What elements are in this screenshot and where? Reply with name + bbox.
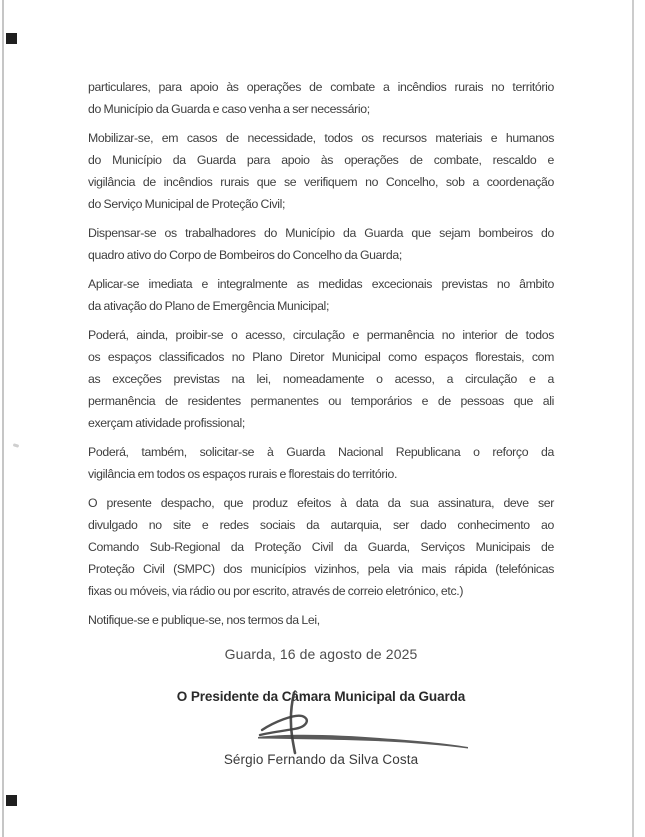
paragraph-line: Mobilizar-se, em casos de necessidade, todos os recursos materiais e humanos	[88, 131, 554, 145]
scan-fold-mark-bottom-icon	[6, 795, 17, 806]
paragraph-line: do Município da Guarda e caso venha a ser necessário;	[88, 102, 370, 116]
paragraph-line: as exceções previstas na lei, nomeadamente o acesso, a circulação e a	[88, 372, 554, 386]
paragraph	[88, 76, 554, 120]
signature-title: O Presidente da Câmara Municipal da Guarda	[176, 689, 466, 704]
signature-icon	[250, 692, 475, 756]
paragraph-line: Dispensar-se os trabalhadores do Município da Guarda que sejam bombeiros do	[88, 226, 554, 240]
signatory-name: Sérgio Fernando da Silva Costa	[223, 752, 419, 767]
paragraph-line: do Serviço Municipal de Proteção Civil;	[88, 197, 286, 211]
paragraph	[88, 222, 554, 266]
paragraph	[88, 127, 554, 215]
paragraph-line: os espaços classificados no Plano Diretor Municipal como espaços florestais, com	[88, 350, 554, 364]
paragraph-line: divulgado no site e redes sociais da autarquia, ser dado conhecimento ao	[88, 518, 554, 532]
paragraph-line: particulares, para apoio às operações de combate a incêndios rurais no território	[88, 80, 554, 94]
scan-edge-line-right	[632, 0, 634, 837]
paragraph	[88, 441, 554, 485]
paragraph-line: do Município da Guarda para apoio às operações de combate, rescaldo e	[88, 153, 554, 167]
paragraph-line: Aplicar-se imediata e integralmente as medidas excecionais previstas no âmbito	[88, 277, 554, 291]
scan-smudge	[13, 443, 20, 448]
paragraph-line: vigilância em todos os espaços rurais e florestais do território.	[88, 467, 398, 481]
paragraph-line: da ativação do Plano de Emergência Municipal;	[88, 299, 330, 313]
paragraph-line: Comando Sub-Regional da Proteção Civil da Guarda, Serviços Municipais de	[88, 540, 554, 554]
paragraph	[88, 324, 554, 434]
paragraph-line: O presente despacho, que produz efeitos à data da sua assinatura, deve ser	[88, 496, 554, 510]
paragraph-line: permanência de residentes permanentes ou temporários e de pessoas que ali	[88, 394, 554, 408]
paragraph-line: fixas ou móveis, via rádio ou por escrito, através de correio eletrónico, etc.)	[88, 584, 464, 598]
paragraph	[88, 273, 554, 317]
paragraph-line: Notifique-se e publique-se, nos termos da Lei,	[88, 613, 320, 627]
paragraph-line: exerçam atividade profissional;	[88, 416, 245, 430]
paragraph-line: quadro ativo do Corpo de Bombeiros do Concelho da Guarda;	[88, 248, 402, 262]
paragraph-line: Proteção Civil (SMPC) dos municípios vizinhos, pela via mais rápida (telefónicas	[88, 562, 554, 576]
paragraph-line: Poderá, ainda, proibir-se o acesso, circulação e permanência no interior de todos	[88, 328, 554, 342]
paragraphs	[88, 76, 554, 638]
paragraph-line: Poderá, também, solicitar-se à Guarda Nacional Republicana o reforço da	[88, 445, 554, 459]
scan-fold-mark-top-icon	[6, 33, 17, 44]
scan-edge-line-left	[2, 0, 4, 837]
paragraph-line: vigilância de incêndios rurais que se verifiquem no Concelho, sob a coordenação	[88, 175, 554, 189]
date-line: Guarda, 16 de agosto de 2025	[224, 646, 418, 662]
paragraph	[88, 492, 554, 602]
paragraph	[88, 609, 554, 631]
